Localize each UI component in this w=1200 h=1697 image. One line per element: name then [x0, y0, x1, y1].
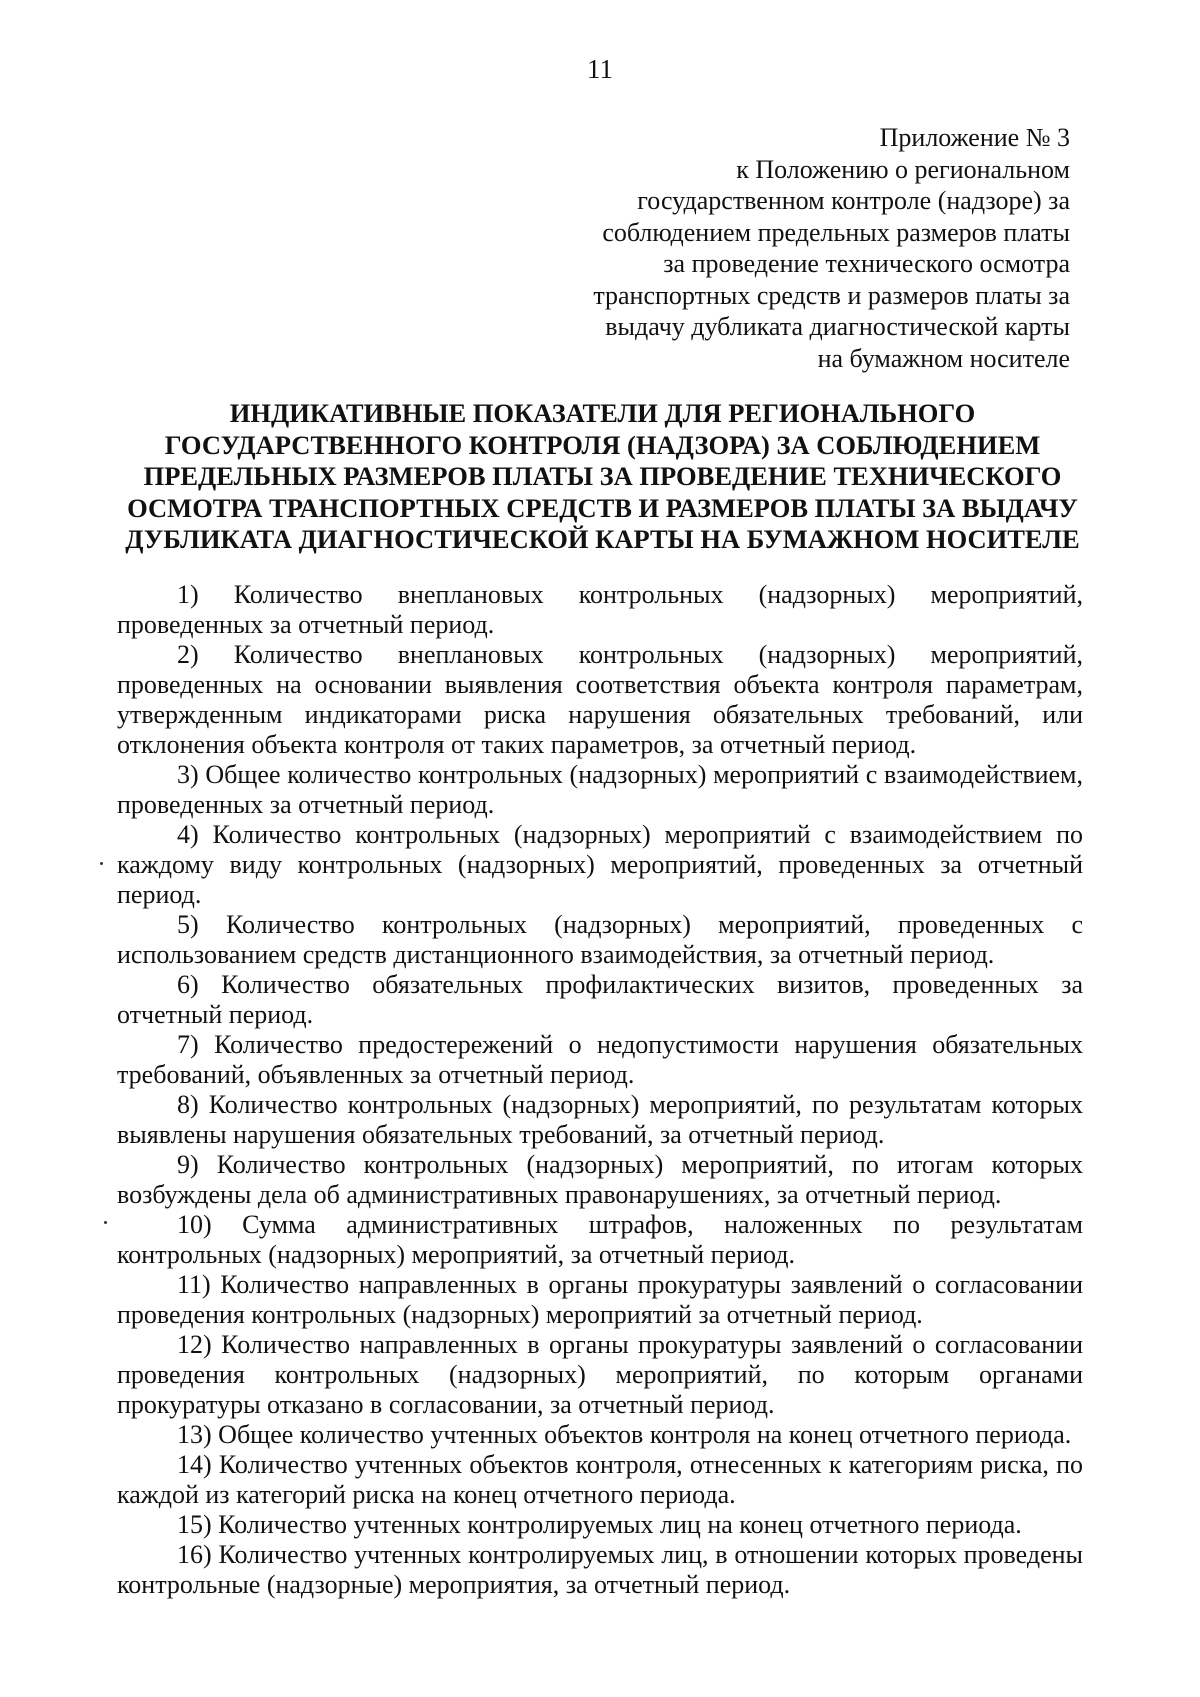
item-text: Количество контрольных (надзорных) мероприятий, по результатам которых выявлены нарушения обязательных требований, за отчетный период. [117, 1090, 1084, 1149]
list-item [117, 910, 1083, 970]
item-text: Количество контрольных (надзорных) мероприятий с взаимодействием по каждому виду контрольных (надзорных) мероприятий, проведенных за отчетный период. [117, 820, 1083, 909]
item-number: 7) [177, 1030, 199, 1059]
list-item [117, 1030, 1083, 1090]
indicator-list [117, 580, 1083, 1600]
item-number: 8) [177, 1090, 199, 1119]
list-item [117, 1150, 1083, 1210]
appendix-line: за проведение технического осмотра [663, 249, 1070, 278]
title-line: ГОСУДАРСТВЕННОГО КОНТРОЛЯ (НАДЗОРА) ЗА СОБЛЮДЕНИЕМ [164, 429, 1041, 460]
document-title [120, 398, 1085, 556]
list-item [117, 970, 1083, 1030]
list-item [117, 1450, 1083, 1510]
item-number: 16) [177, 1540, 212, 1569]
item-text: Общее количество учтенных объектов контроля на конец отчетного периода. [218, 1420, 1072, 1449]
list-item [117, 1510, 1083, 1540]
appendix-line: Приложение № 3 [879, 123, 1070, 152]
item-number: 6) [177, 970, 199, 999]
appendix-line: соблюдением предельных размеров платы [602, 217, 1070, 247]
title-line: ОСМОТРА ТРАНСПОРТНЫХ СРЕДСТВ И РАЗМЕРОВ ПЛАТЫ ЗА ВЫДАЧУ [127, 492, 1078, 523]
list-item [117, 1420, 1083, 1450]
item-number: 5) [177, 910, 199, 939]
title-line: ДУБЛИКАТА ДИАГНОСТИЧЕСКОЙ КАРТЫ НА БУМАЖНОМ НОСИТЕЛЕ [125, 524, 1080, 554]
scan-speck [100, 862, 103, 865]
appendix-line: на бумажном носителе [817, 343, 1070, 373]
item-number: 10) [177, 1210, 212, 1239]
scan-speck [104, 1221, 107, 1224]
item-number: 14) [177, 1450, 212, 1479]
item-text: Количество направленных в органы прокуратуры заявлений о согласовании проведения контрольных (надзорных) мероприятий, по которым органами прокуратуры отказано в согласовании, за отчетный период. [117, 1330, 1084, 1419]
item-text: Количество направленных в органы прокуратуры заявлений о согласовании проведения контрольных (надзорных) мероприятий за отчетный период. [117, 1270, 1083, 1329]
list-item [117, 1090, 1083, 1150]
list-item [117, 760, 1083, 820]
item-number: 13) [177, 1420, 212, 1449]
appendix-line: государственном контроле (надзоре) за [637, 186, 1070, 215]
item-number: 9) [177, 1150, 199, 1179]
item-text: Количество внеплановых контрольных (надзорных) мероприятий, проведенных за отчетный период. [117, 580, 1084, 639]
item-text: Количество контрольных (надзорных) мероприятий, по итогам которых возбуждены дела об административных правонарушениях, за отчетный период. [117, 1150, 1083, 1209]
item-text: Количество учтенных контролируемых лиц на конец отчетного периода. [218, 1510, 1022, 1539]
item-text: Общее количество контрольных (надзорных) мероприятий с взаимодействием, проведенных за отчетный период. [117, 760, 1083, 819]
item-text: Количество учтенных объектов контроля, отнесенных к категориям риска, по каждой из категорий риска на конец отчетного периода. [117, 1450, 1083, 1509]
list-item [117, 1210, 1083, 1270]
item-text: Количество учтенных контролируемых лиц, в отношении которых проведены контрольные (надзорные) мероприятия, за отчетный период. [117, 1540, 1083, 1599]
item-text: Количество обязательных профилактических визитов, проведенных за отчетный период. [117, 970, 1084, 1029]
appendix-line: транспортных средств и размеров платы за [593, 280, 1070, 310]
item-number: 15) [177, 1510, 212, 1539]
item-number: 12) [177, 1330, 212, 1359]
list-item [117, 1540, 1083, 1600]
appendix-line: выдачу дубликата диагностической карты [605, 312, 1070, 341]
item-number: 11) [177, 1270, 211, 1299]
title-line: ИНДИКАТИВНЫЕ ПОКАЗАТЕЛИ ДЛЯ РЕГИОНАЛЬНОГО [229, 398, 976, 428]
item-text: Количество предостережений о недопустимости нарушения обязательных требований, объявленных за отчетный период. [117, 1030, 1083, 1089]
page-number: 11 [587, 54, 613, 84]
title-line: ПРЕДЕЛЬНЫХ РАЗМЕРОВ ПЛАТЫ ЗА ПРОВЕДЕНИЕ ТЕХНИЧЕСКОГО [143, 461, 1062, 491]
item-text: Количество внеплановых контрольных (надзорных) мероприятий, проведенных на основании выявления соответствия объекта контроля параметрам, утвержденным индикаторами риска нарушения обязательных требований, или отклонения объекта контроля от таких параметров, за отчетный период. [117, 640, 1084, 759]
list-item [117, 580, 1083, 640]
appendix-reference [510, 122, 1070, 374]
list-item [117, 1330, 1083, 1420]
item-number: 4) [177, 820, 199, 849]
item-text: Количество контрольных (надзорных) мероприятий, проведенных с использованием средств дистанционного взаимодействия, за отчетный период. [117, 910, 1084, 969]
list-item [117, 1270, 1083, 1330]
item-number: 3) [177, 760, 199, 789]
list-item [117, 640, 1083, 760]
item-number: 1) [177, 580, 199, 609]
appendix-line: к Положению о региональном [736, 154, 1070, 184]
list-item [117, 820, 1083, 910]
item-number: 2) [177, 640, 199, 669]
item-text: Сумма административных штрафов, наложенных по результатам контрольных (надзорных) мероприятий, за отчетный период. [117, 1210, 1083, 1269]
